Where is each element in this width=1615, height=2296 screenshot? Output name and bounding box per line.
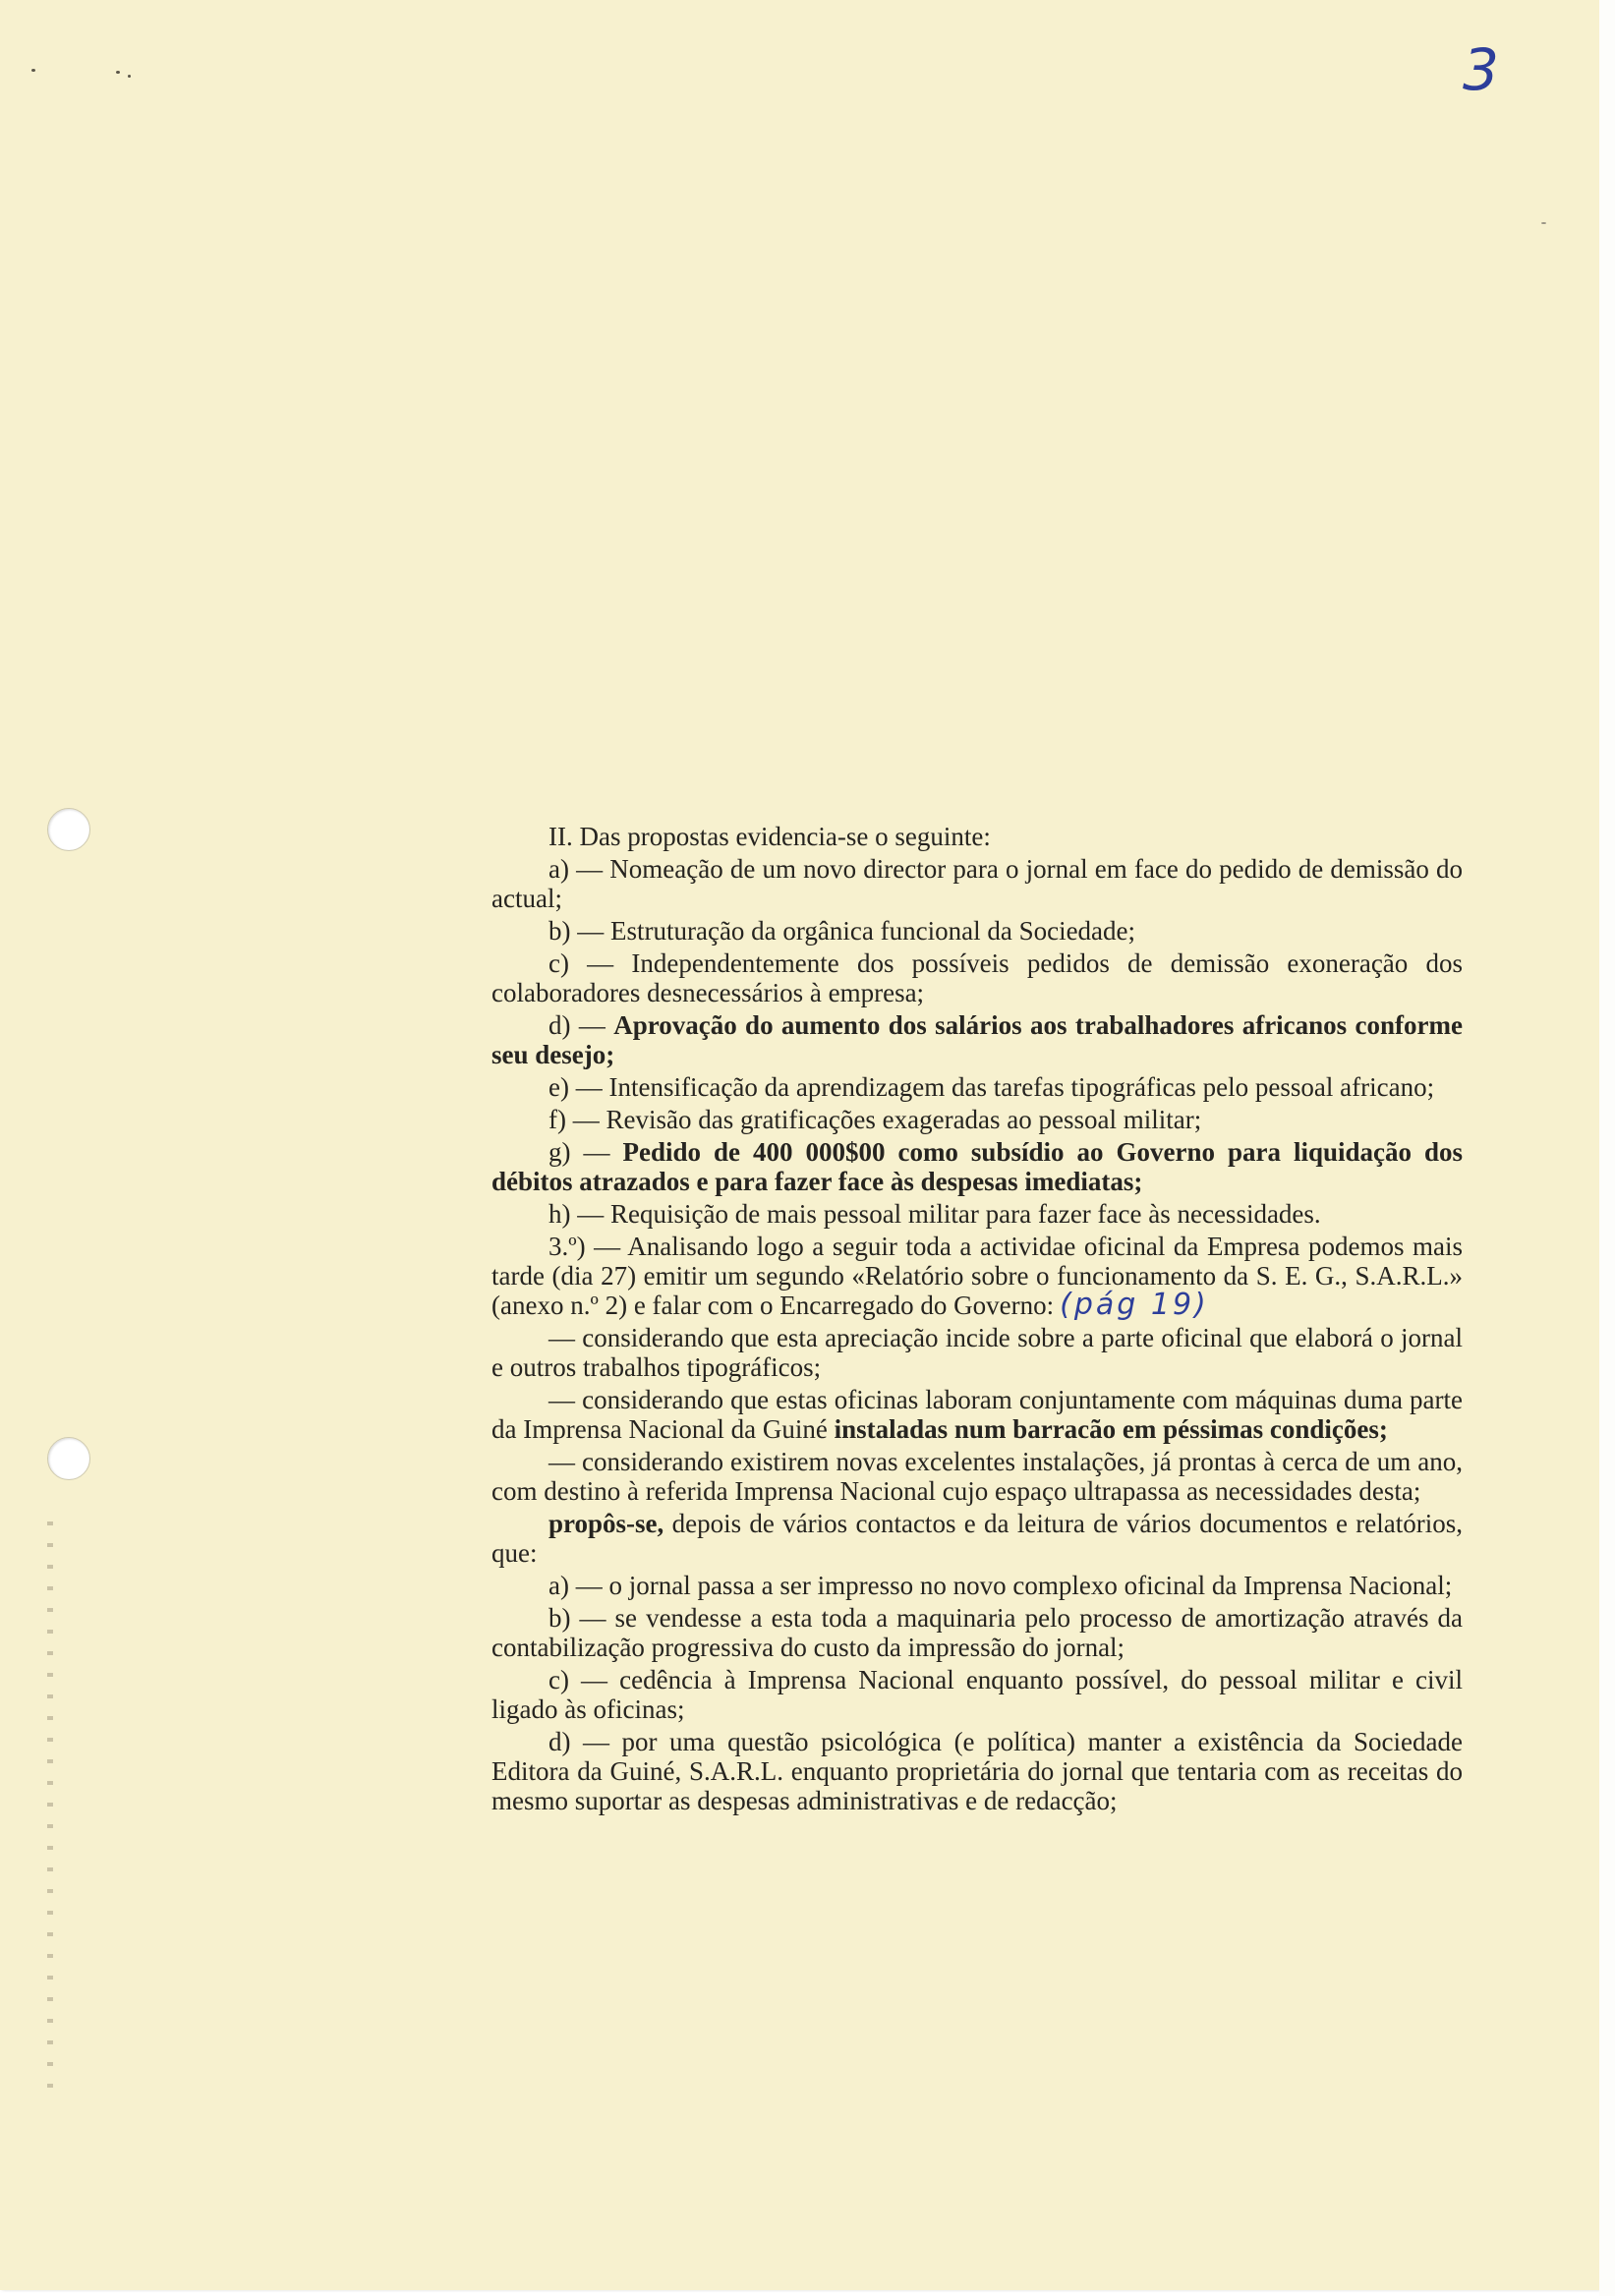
paragraph: c) — cedência à Imprensa Nacional enquanto possível, do pessoal militar e civil ligado às oficinas; <box>491 1665 1463 1724</box>
scan-margin <box>1599 0 1615 2296</box>
paragraph-text: — considerando que estas oficinas laboram conjuntamente com máquinas duma parte da Imprensa Nacional da Guiné <box>491 1385 1463 1444</box>
paragraph: h) — Requisição de mais pessoal militar para fazer face às necessidades. <box>548 1199 1321 1229</box>
paragraph: b) — Estruturação da orgânica funcional da Sociedade; <box>548 916 1136 946</box>
bold-text: Aprovação do aumento dos salários aos trabalhadores africanos conforme seu desejo; <box>491 1010 1463 1069</box>
paragraph: e) — Intensificação da aprendizagem das tarefas tipográficas pelo pessoal africano; <box>548 1072 1435 1102</box>
bold-text: propôs-se, <box>548 1509 664 1538</box>
paragraph <box>491 1385 1463 1444</box>
bold-text: Pedido de 400 000$00 como subsídio ao Governo para liquidação dos débitos atrazados e para fazer face às despesas imediatas; <box>491 1137 1463 1196</box>
punch-hole <box>47 808 90 851</box>
paragraph: — considerando existirem novas excelentes instalações, já prontas à cerca de um ano, com destino à referida Imprensa Nacional cujo espaço ultrapassa as necessidades desta; <box>491 1447 1463 1506</box>
bold-text: instaladas num barracão em péssimas condições; <box>834 1414 1388 1444</box>
item-prefix: g) — <box>548 1137 610 1167</box>
paragraph: a) — Nomeação de um novo director para o jornal em face do pedido de demissão do actual; <box>491 854 1463 913</box>
paper-speck <box>128 75 131 78</box>
paragraph: a) — o jornal passa a ser impresso no novo complexo oficinal da Imprensa Nacional; <box>548 1571 1453 1600</box>
paragraph <box>491 1232 1463 1320</box>
punch-hole <box>47 1437 90 1480</box>
paragraph-text: depois de vários contactos e da leitura de vários documentos e relatórios, que: <box>491 1509 1463 1568</box>
paragraph: — considerando que esta apreciação incide sobre a parte oficinal que elaborá o jornal e outros trabalhos tipográficos; <box>491 1323 1463 1382</box>
handwritten-page-number: 3 <box>1463 36 1499 103</box>
paragraph: b) — se vendesse a esta toda a maquinaria pelo processo de amortização através da contabilização progressiva do custo da impressão do jornal; <box>491 1603 1463 1662</box>
paper-speck <box>116 71 120 74</box>
paragraph: d) — por uma questão psicológica (e política) manter a existência da Sociedade Editora da Guiné, S.A.R.L. enquanto proprietária do jornal que tentaria com as receitas do mesmo suportar as despesas administrativas e de redacção; <box>491 1727 1463 1815</box>
paragraph-text: 3.º) — Analisando logo a seguir toda a actividae oficinal da Empresa podemos mais tarde (dia 27) emitir um segundo «Relatório sobre o funcionamento da S. E. G., S.A.R.L.» (anexo n.º 2) e falar com o Encarregado do Governo: <box>491 1232 1463 1320</box>
paragraph: f) — Revisão das gratificações exageradas ao pessoal militar; <box>548 1105 1202 1134</box>
paper-speck <box>1541 222 1546 224</box>
paragraph <box>491 1137 1463 1196</box>
document-body <box>491 822 1463 1818</box>
section-heading: II. Das propostas evidencia-se o seguinte: <box>548 822 991 851</box>
paragraph <box>491 1010 1463 1069</box>
paragraph: c) — Independentemente dos possíveis pedidos de demissão exoneração dos colaboradores desnecessários à empresa; <box>491 948 1463 1007</box>
margin-marks <box>47 1504 53 2094</box>
handwritten-annotation: (pág 19) <box>1060 1288 1209 1322</box>
paragraph <box>491 1509 1463 1568</box>
item-prefix: d) — <box>548 1010 606 1040</box>
paper-speck <box>31 69 35 72</box>
